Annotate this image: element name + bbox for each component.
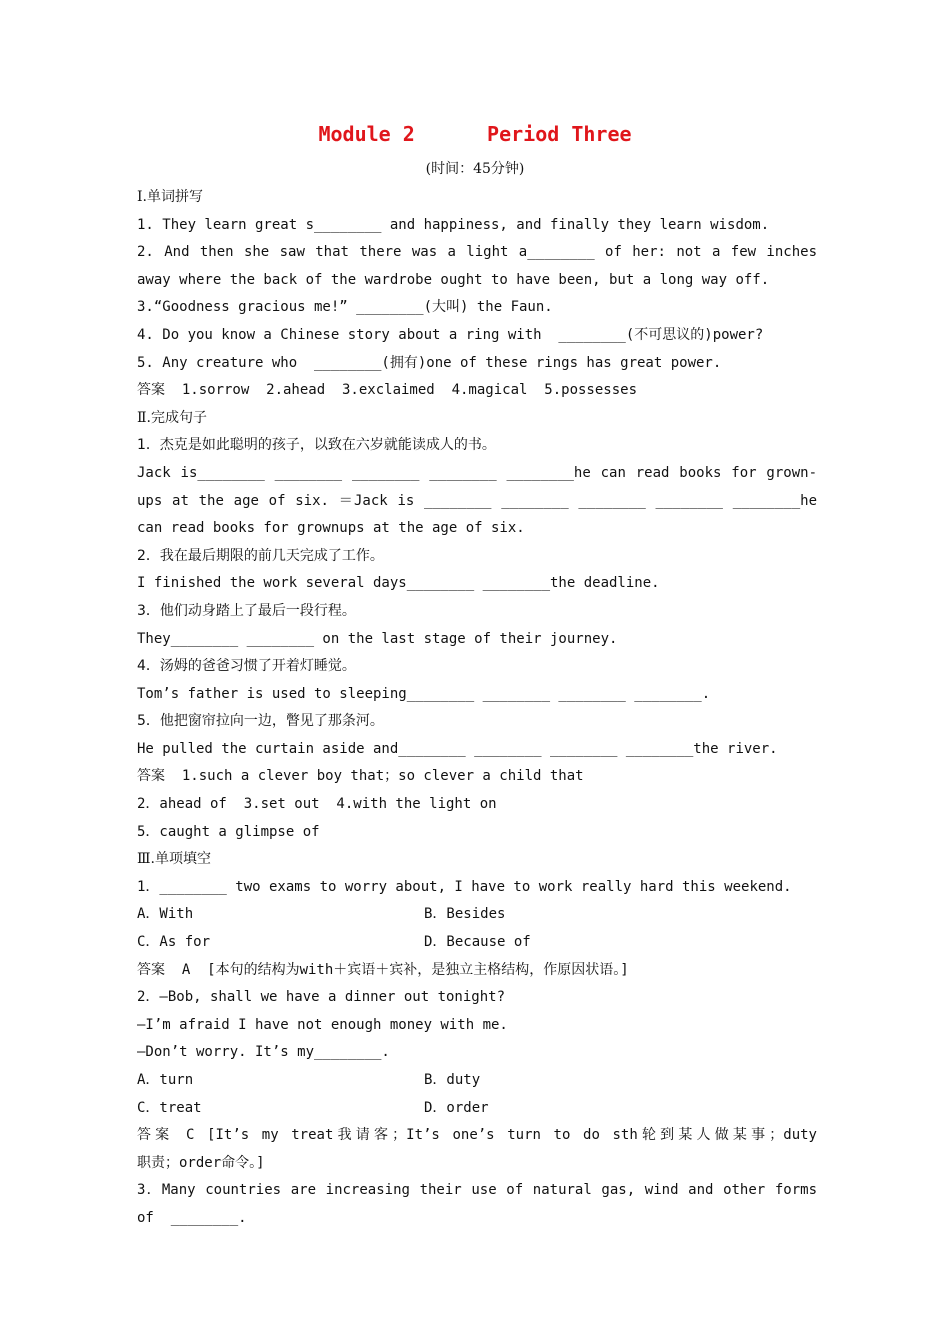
option-left: C．treat [137, 1099, 202, 1116]
exercise-line: 1．________ two exams to worry about, I have to work really hard this weekend. [137, 878, 792, 895]
exercise-line: ups at the age of six. ＝Jack is ________ ________ ________ ________ ________he [137, 492, 817, 509]
exercise-line: 2．ahead of 3.set out 4.with the light on [137, 796, 497, 813]
exercise-line: 职责；order命令。] [137, 1154, 265, 1171]
exercise-line: of ________. [137, 1209, 247, 1226]
exercise-line: Tom’s father is used to sleeping________ ________ ________ ________. [137, 685, 711, 702]
page-title: Module 2 Period Three [318, 122, 632, 146]
answer-line: 答案 C [It’s my treat我请客；It’s one’s turn to do sth轮到某人做某事；duty [137, 1127, 817, 1144]
exercise-line: 4. Do you know a Chinese story about a ring with ________(不可思议的)power? [137, 326, 764, 343]
section-heading: Ⅲ.单项填空 [137, 851, 211, 868]
exercise-content [137, 184, 817, 1233]
answer-line: 答案 1.sorrow 2.ahead 3.exclaimed 4.magical 5.possesses [137, 382, 638, 399]
chinese-prompt: 3．他们动身踏上了最后一段行程。 [137, 602, 356, 619]
option-left: C．As for [137, 934, 211, 951]
answer-options-row [137, 929, 817, 957]
exercise-line: —I’m afraid I have not enough money with me. [137, 1016, 508, 1033]
exercise-line: 2. And then she saw that there was a light a________ of her: not a few inches [137, 244, 817, 261]
exercise-line: Jack is________ ________ ________ ________ ________he can read books for grown- [137, 464, 817, 481]
exercise-line: 5．caught a glimpse of [137, 823, 320, 840]
section-heading: I.单词拼写 [137, 189, 203, 205]
exercise-line: 5. Any creature who ________(拥有)one of these rings has great power. [137, 354, 722, 371]
exercise-line: I finished the work several days________ ________the deadline. [137, 575, 660, 592]
option-left: A．With [137, 906, 194, 923]
exercise-line: 3.“Goodness gracious me!” ________(大叫) the Faun. [137, 299, 553, 316]
answer-options-row [137, 901, 817, 929]
chinese-prompt: 2．我在最后期限的前几天完成了工作。 [137, 547, 384, 564]
exercise-line: can read books for grownups at the age of six. [137, 520, 525, 537]
exercise-line: —Don’t worry. It’s my________. [137, 1044, 390, 1061]
answer-options-row [137, 1067, 817, 1095]
option-left: A．turn [137, 1072, 194, 1088]
exercise-line: 3．Many countries are increasing their use of natural gas, wind and other forms [137, 1182, 817, 1199]
chinese-prompt: 4．汤姆的爸爸习惯了开着灯睡觉。 [137, 658, 356, 675]
section-heading: Ⅱ.完成句子 [137, 409, 207, 426]
option-right: B．Besides [424, 906, 506, 923]
answer-options-row [137, 1095, 817, 1123]
answer-line: 答案 A [本句的结构为with＋宾语＋宾补，是独立主格结构，作原因状语。] [137, 961, 629, 978]
time-limit: (时间：45分钟) [425, 161, 525, 177]
exercise-line: 2．—Bob, shall we have a dinner out tonight? [137, 989, 506, 1006]
exercise-line: He pulled the curtain aside and________ ________ ________ ________the river. [137, 740, 778, 757]
exercise-line: They________ ________ on the last stage of their journey. [137, 630, 618, 647]
option-right: D．Because of [424, 934, 531, 951]
chinese-prompt: 5．他把窗帘拉向一边，瞥见了那条河。 [137, 713, 384, 730]
chinese-prompt: 1．杰克是如此聪明的孩子，以致在六岁就能读成人的书。 [137, 437, 496, 454]
option-right: D．order [424, 1099, 489, 1116]
option-right: B．duty [424, 1072, 481, 1088]
exercise-line: away where the back of the wardrobe ought to have been, but a long way off. [137, 271, 770, 288]
answer-line: 答案 1.such a clever boy that；so clever a child that [137, 768, 584, 785]
exercise-line: 1. They learn great s________ and happiness, and finally they learn wisdom. [137, 216, 770, 233]
